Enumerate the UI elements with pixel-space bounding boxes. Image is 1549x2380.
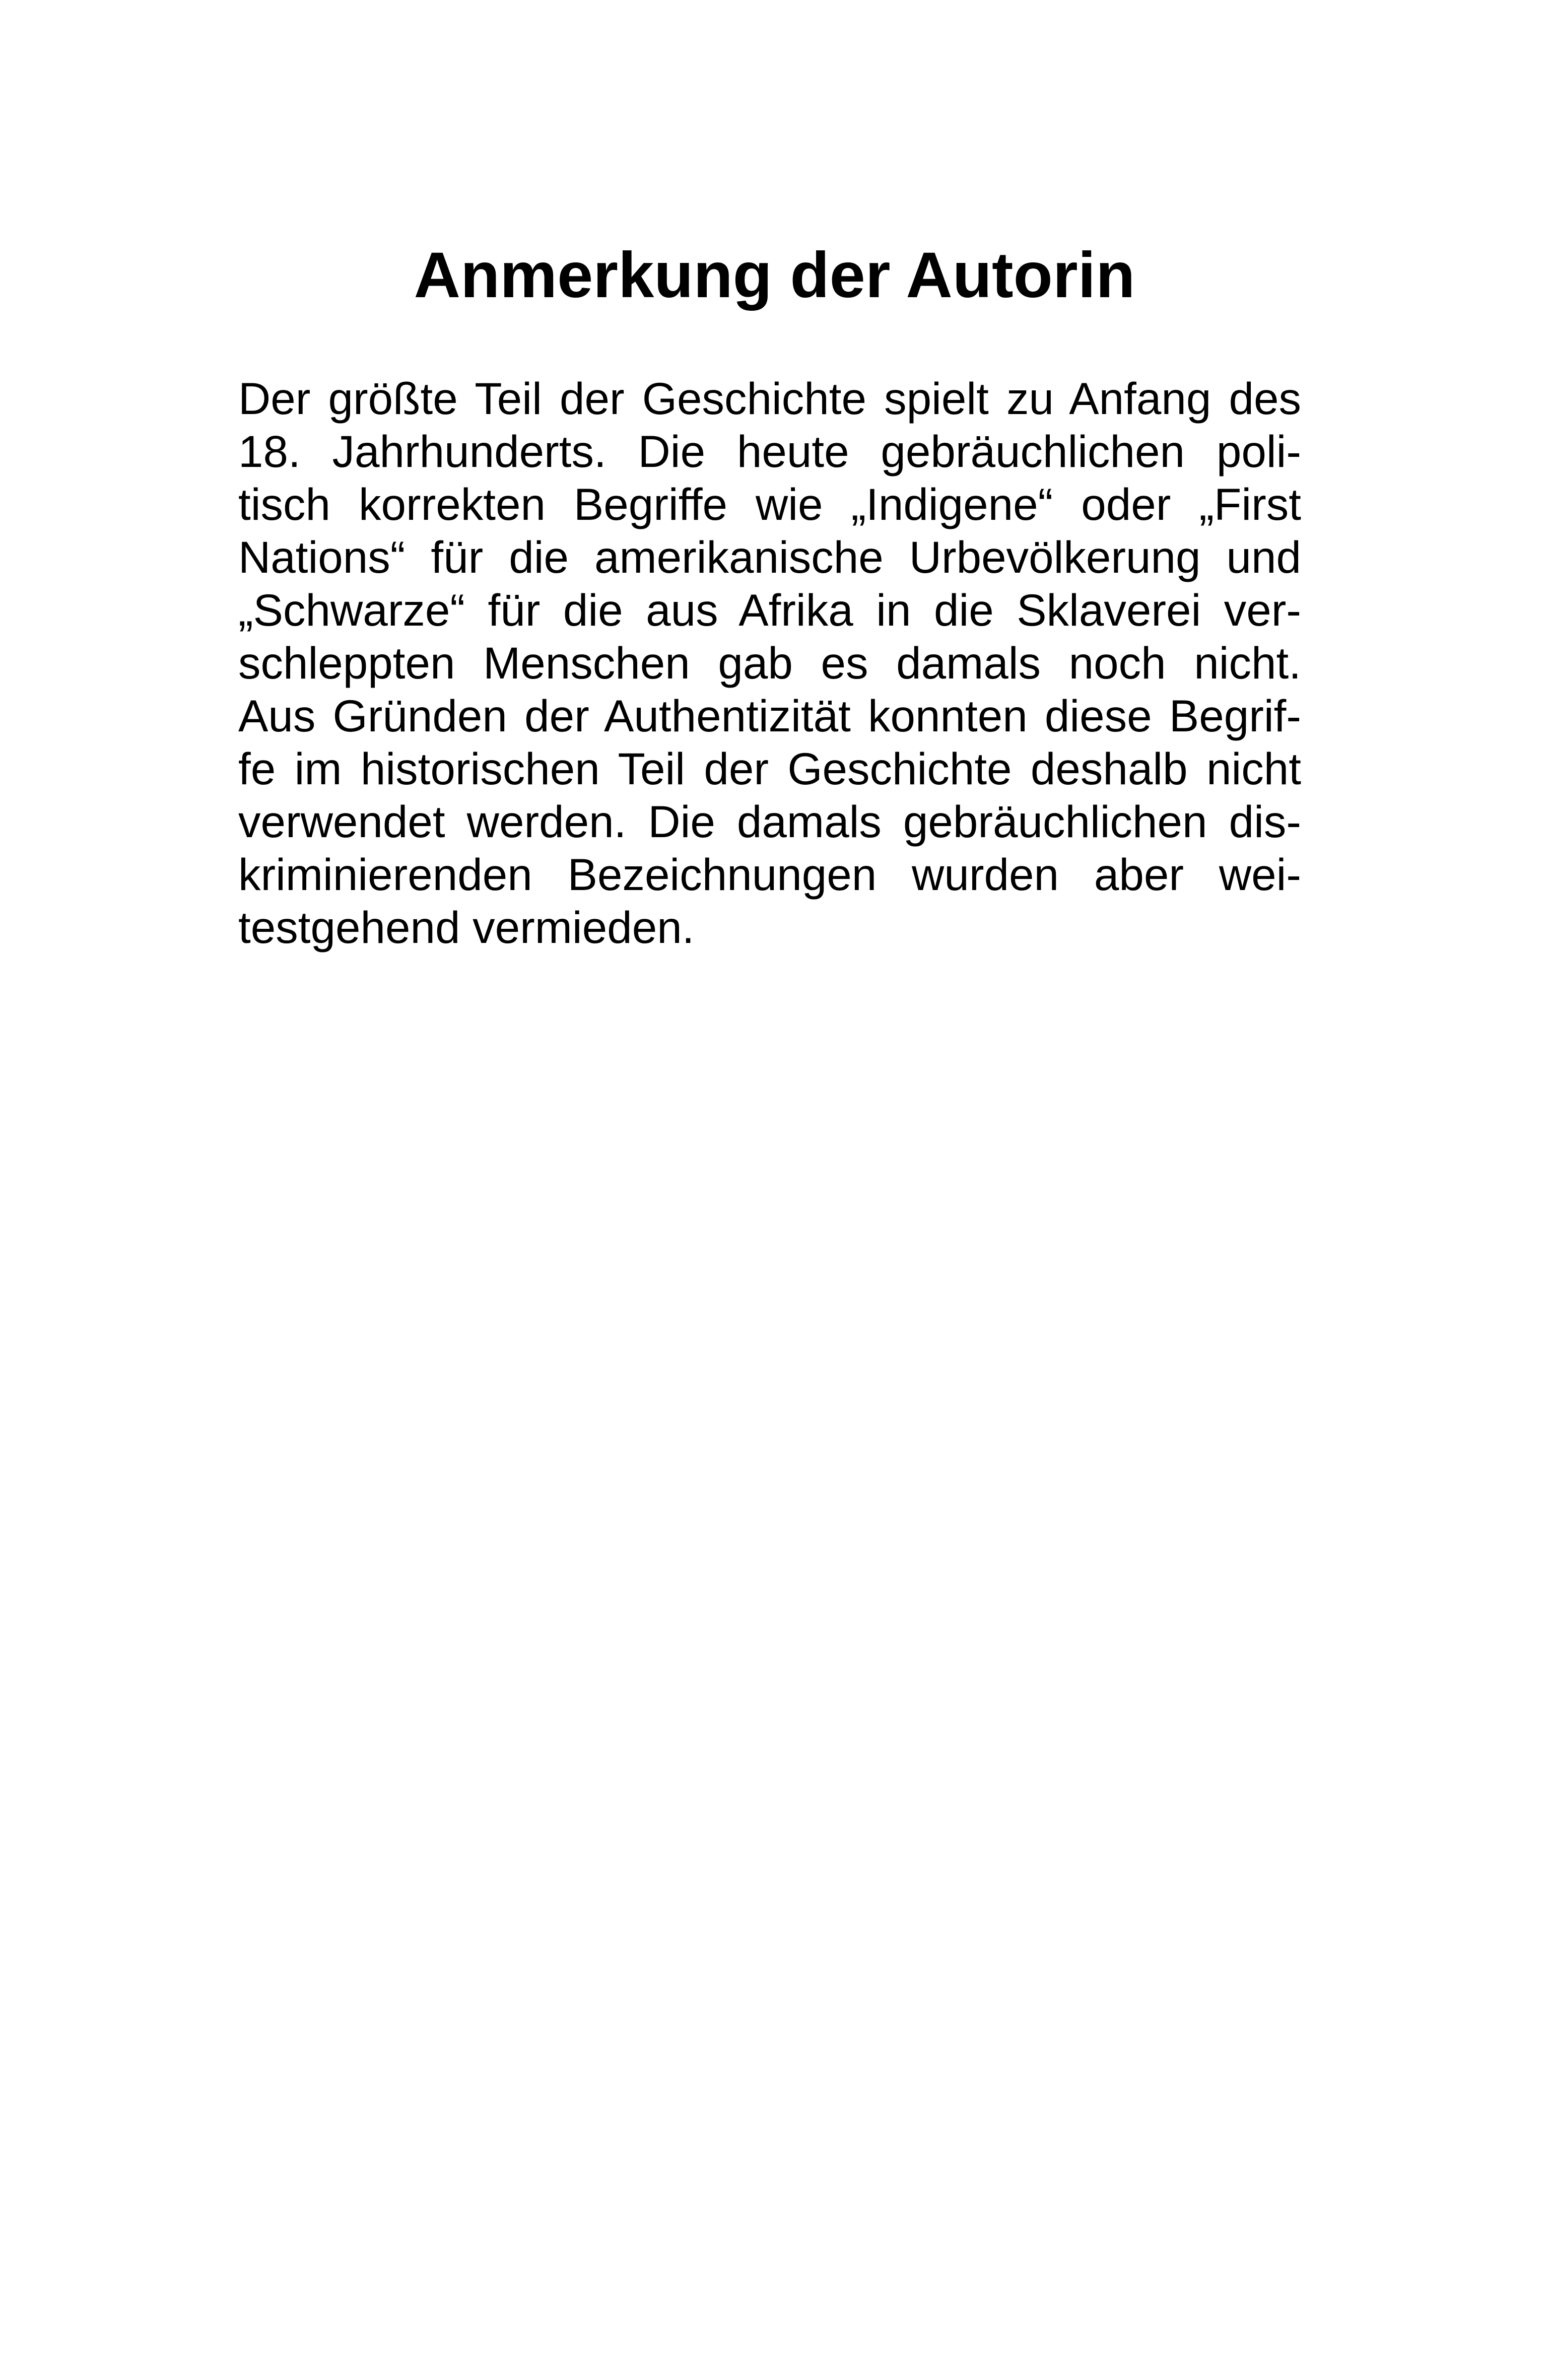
text-line: schleppten Menschen gab es damals noch nicht.: [238, 638, 1301, 688]
text-line: verwendet werden. Die damals gebräuchlichen dis-: [238, 796, 1301, 847]
text-line: kriminierenden Bezeichnungen wurden aber wei-: [238, 849, 1301, 900]
text-line: „Schwarze“ für die aus Afrika in die Sklaverei ver-: [238, 585, 1301, 635]
text-line: Der größte Teil der Geschichte spielt zu Anfang des: [238, 373, 1301, 424]
text-line: fe im historischen Teil der Geschichte deshalb nicht: [238, 743, 1301, 794]
text-line: tisch korrekten Begriffe wie „Indigene“ oder „First: [238, 479, 1301, 529]
text-line: Nations“ für die amerikanische Urbevölkerung und: [238, 532, 1301, 582]
text-line: testgehend vermieden.: [238, 902, 695, 953]
text-line: Aus Gründen der Authentizität konnten diese Begrif-: [238, 691, 1301, 741]
body-paragraph: [238, 372, 1301, 954]
text-line: 18. Jahrhunderts. Die heute gebräuchlichen poli-: [238, 426, 1301, 477]
page-title: Anmerkung der Autorin: [414, 239, 1135, 311]
